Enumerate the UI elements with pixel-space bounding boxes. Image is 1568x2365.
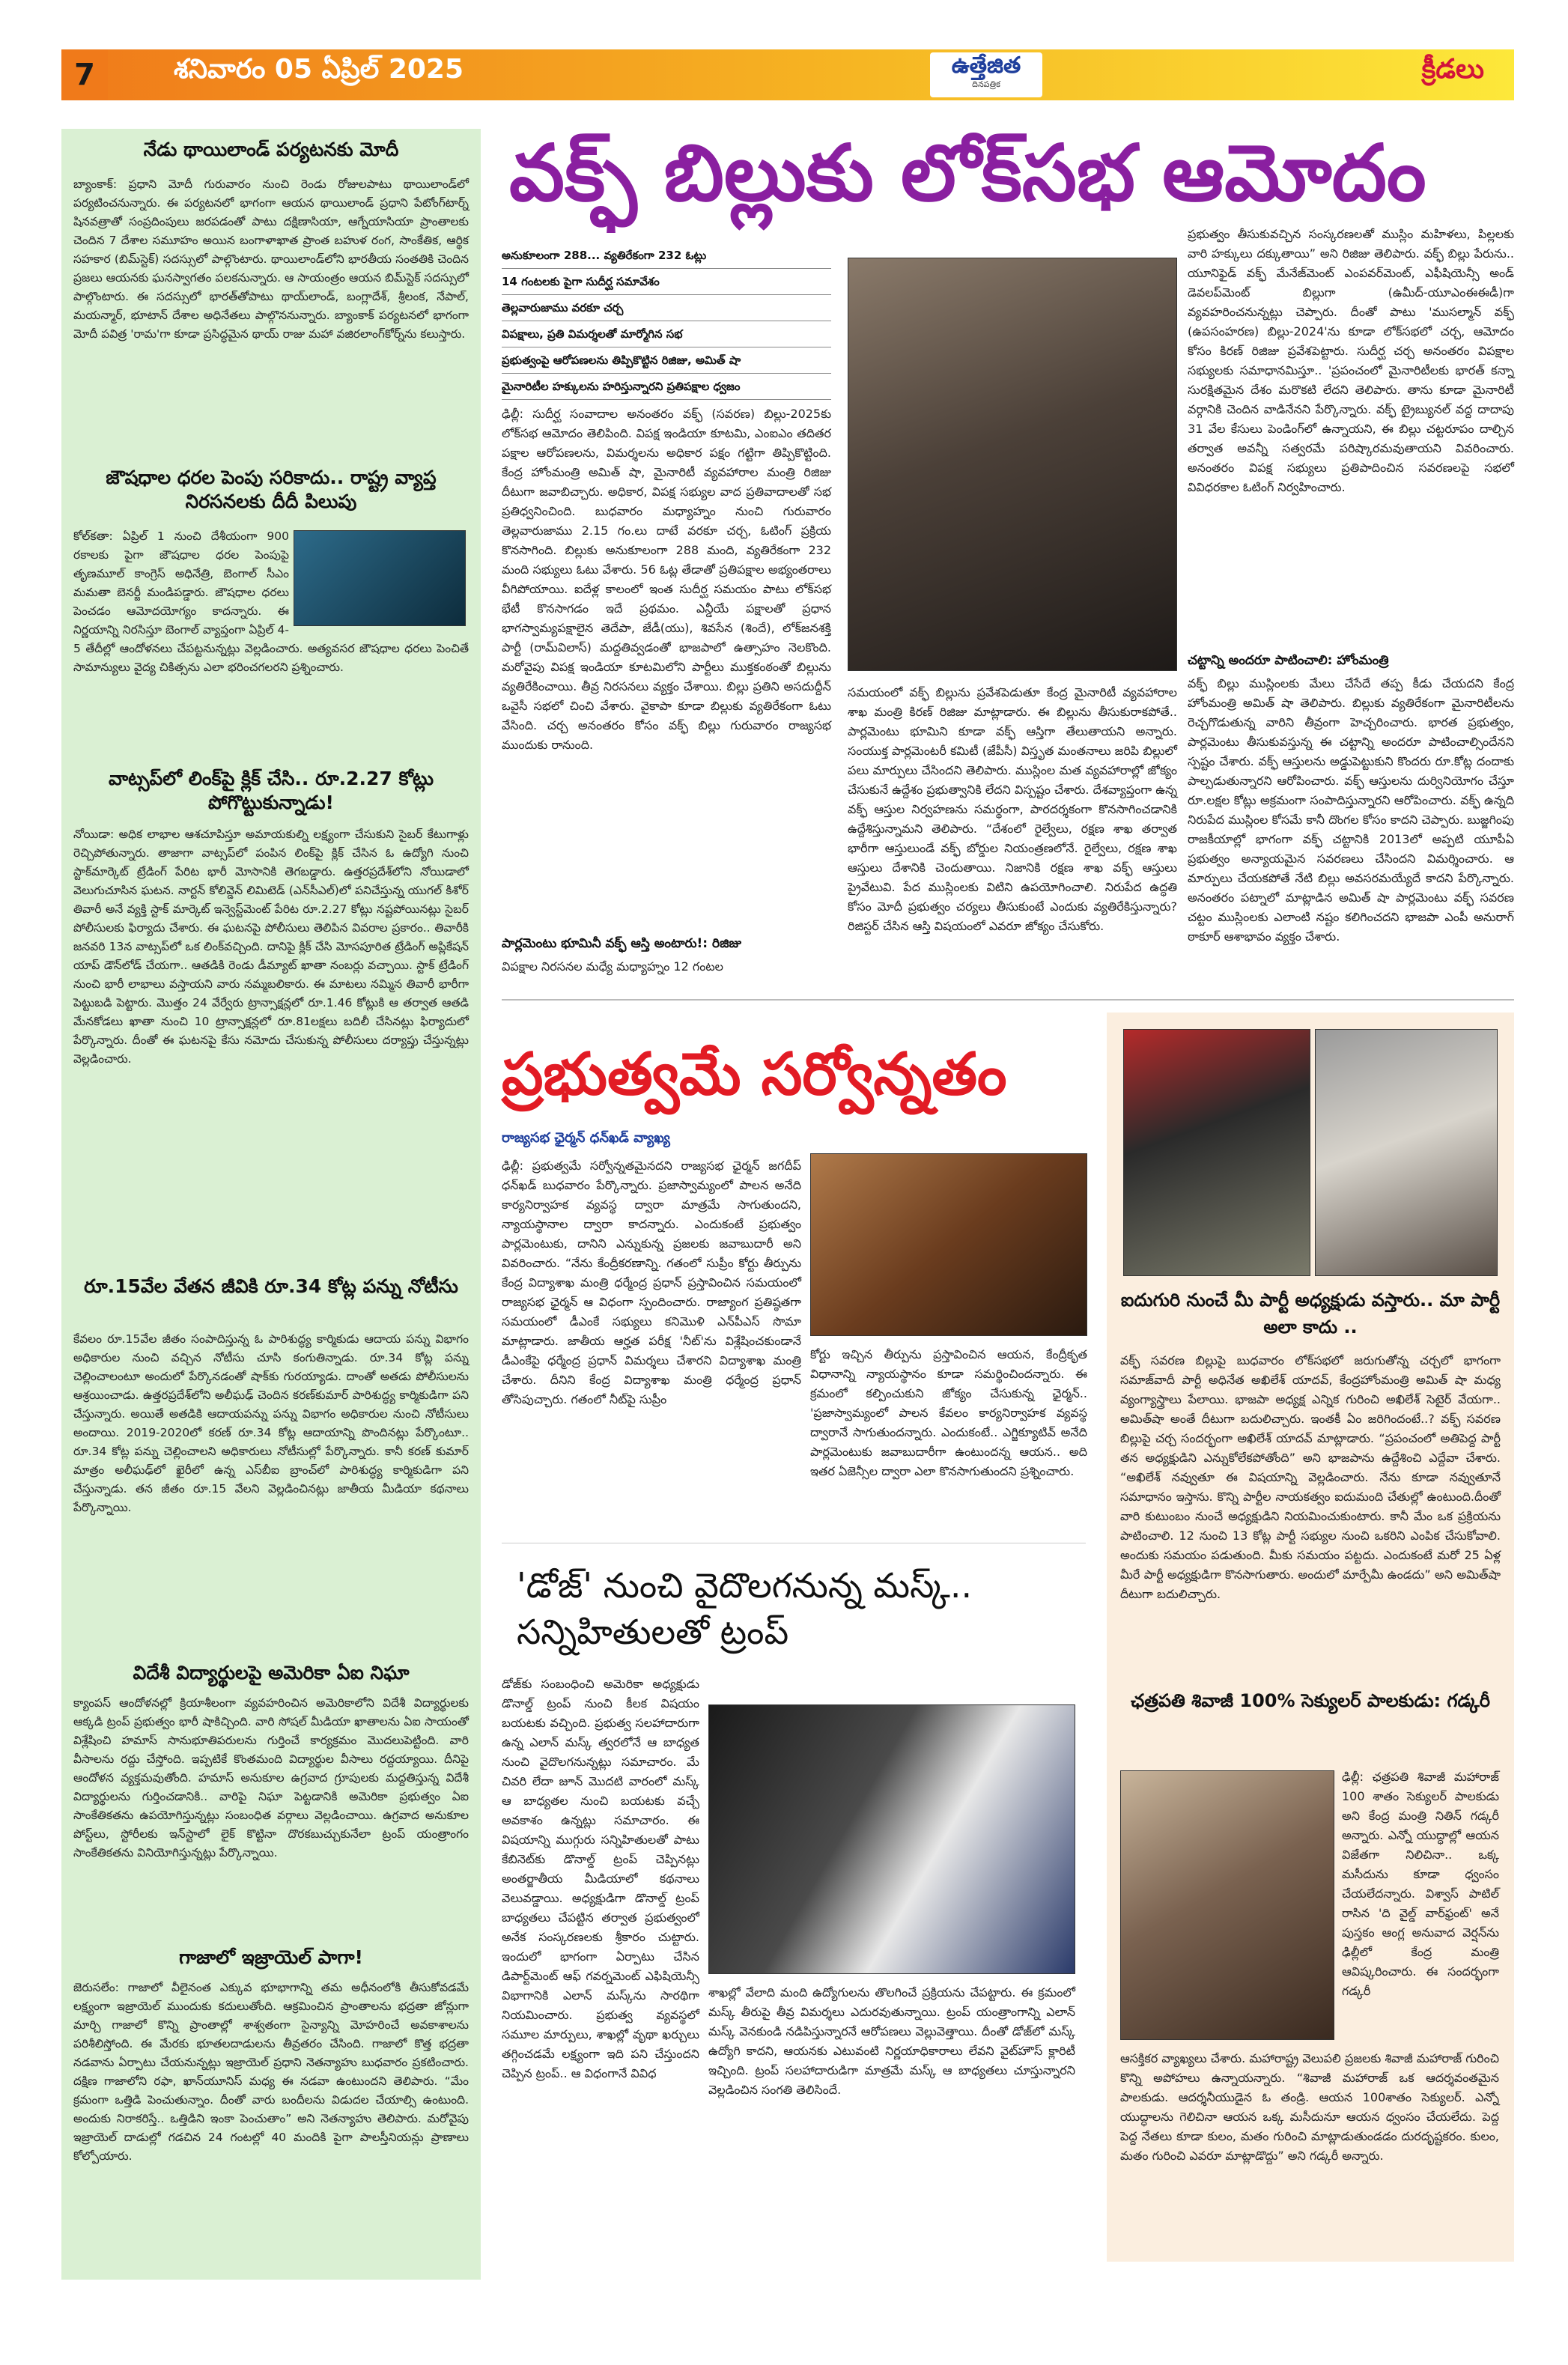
waqf-article-col3b: వక్ఫ్ బిల్లు ముస్లింలకు మేలు చేసేదే తప్ప కీడు చేయదని కేంద్ర హోంమంత్రి అమిత్ షా తెలిపారు. బిల్లుకు వ్యతిరేకంగా మైనారిటీలను రెచ్చగొడుతున్న వారిని తీవ్రంగా హెచ్చరించారు. భారత ప్రభుత్వం, పార్లమెంటు తీసుకువస్తున్న ఈ చట్టాన్ని అందరూ పాటించాల్సిందేనని స్పష్టం చేశారు. వక్ఫ్ ఆస్తులను అడ్డుపెట్టుకుని కొందరు రూ.కోట్ల దందాకు పాల్పడుతున్నారని ఆరోపించారు. వక్ఫ్ ఆస్తులను దుర్వినియోగం చేస్తూ రూ.లక్షల కోట్లు అక్రమంగా సంపాదిస్తున్నారని ఆరోపించారు. వక్ఫ్ ఉన్నది నిరుపేద ముస్లింల కోసమే కానీ దొంగల కోసం కాదని చెప్పారు. బుజ్జగింపు రాజకీయాల్లో భాగంగా వక్ఫ్ చట్టానికి 2013లో అప్పటి యూపీఏ ప్రభుత్వం అన్యాయమైన సవరణలు చేసిందని విమర్శించారు. ఆ మార్పులు చేయకపోతే నేటి బిల్లు అవసరమయ్యేదే కాదని పేర్కొన్నారు. అనంతరం పట్నాలో మాట్లాడిన అమిత్ షా పార్లమెంటు వక్ఫ్ సవరణ చట్టం ముస్లింలకు ఎలాంటి నష్టం కలిగించదని భాజపా ఎంపీ అనురాగ్ ఠాకూర్ ఆశాభావం వ్యక్తం చేశారు.	[1188, 676, 1514, 944]
headline-govt-supreme[interactable]: ప్రభుత్వమే సర్వోన్నతం	[502, 1041, 1007, 1108]
right-feature-box	[1107, 1013, 1514, 2262]
dhankhar-photo	[810, 1153, 1087, 1336]
headline-ai-surveillance[interactable]: విదేశీ విద్యార్థులపై అమెరికా ఏఐ నిఘా	[133, 1662, 410, 1684]
article-modi-thailand: బ్యాంకాక్: ప్రధాని మోదీ గురువారం నుంచి రెండు రోజులపాటు థాయిలాండ్‌లో పర్యటించనున్నారు. ఈ పర్యటనలో భాగంగా ఆయన థాయిలాండ్ ప్రధాని పేటోంగ్‌టార్న్ షినవత్రాతో సంప్రదింపులు జరపడంతో పాటు దక్షిణాసియా, ఆగ్నేయాసియా ప్రాంతాలకు చెందిన 7 దేశాల సమూహం అయిన బంగాళాఖాత ప్రాంత బహుళ రంగ, సాంకేతిక, ఆర్థిక సహకార (బిమ్‌స్టెక్) సదస్సులో పాల్గొంటారు. థాయిలాండ్‌లోని భారతీయ సంతతికి చెందిన ప్రజలు ఆయనకు ఘనస్వాగతం పలకనున్నారు. ఆ సాయంత్రం ఆయన బిమ్‌స్టెక్ సదస్సులో పాల్గొంటారు. ఈ సదస్సులో భారత్‌తోపాటు థాయ్‌లాండ్, బంగ్లాదేశ్, శ్రీలంక, నేపాల్, మయన్మార్, భూటాన్ దేశాల అధినేతలు పాల్గొననున్నారు. బ్యాంకాక్ పర్యటనలో భాగంగా మోదీ పవిత్ర 'రామ'గా కూడా ప్రసిద్ధమైన థాయ్ రాజు మహా వజిరలాంగ్‌కోర్న్‌ను కలుస్తారు.	[73, 177, 469, 341]
article-gaza: జెరుసలేం: గాజాలో వీలైనంత ఎక్కువ భూభాగాన్ని తమ అధీనంలోకి తీసుకోవడమే లక్ష్యంగా ఇజ్రాయెల్ ముందుకు కదులుతోంది. ఆక్రమించిన ప్రాంతాలను భద్రతా జోన్లుగా మార్చి గాజాలో కొన్ని ప్రాంతాల్లో శాశ్వతంగా సైన్యాన్ని మోహరించే అవకాశాలను పరిశీలిస్తోంది. ఈ మేరకు భూతలదాడులను తీవ్రతరం చేసింది. గాజాలో కొత్త భద్రతా నడవాను ఏర్పాటు చేయనున్నట్లు ఇజ్రాయెల్ ప్రధాని నెతన్యాహు బుధవారం ప్రకటించారు. దక్షిణ గాజాలోని రఫా, ఖాన్‌యూనిస్‌ మధ్య ఈ నడవా ఉంటుందని తెలిపారు. “మేం క్రమంగా ఒత్తిడి పెంచుతున్నాం. దీంతో వారు బందీలను విడుదల చేయాల్సి ఉంటుంది. అందుకు నిరాకరిస్తే.. ఒత్తిడిని ఇంకా పెంచుతాం” అని నెతన్యాహు తెలిపారు. మరోవైపు ఇజ్రాయెల్ దాడుల్లో గడచిన 24 గంటల్లో 40 మందికి పైగా పాలస్తీనియన్లు ప్రాణాలు కోల్పోయారు.	[73, 1981, 469, 2163]
waqf-article-col1: ఢిల్లీ: సుదీర్ఘ సంవాదాల అనంతరం వక్ఫ్ (సవరణ) బిల్లు-2025కు లోక్‌సభ ఆమోదం తెలిపింది. విపక్ష ఇండియా కూటమి, ఎంఐఎం తదితర పక్షాల ఆరోపణలను, విమర్శలను అధికార పక్షం గట్టిగా తిప్పికొట్టింది. కేంద్ర హోంమంత్రి అమిత్ షా, మైనారిటీ వ్యవహారాల మంత్రి రిజిజు దీటుగా జవాబిచ్చారు. అధికార, విపక్ష సభ్యుల వాద ప్రతివాదాలతో సభ ప్రతిధ్వనించింది. బుధవారం మధ్యాహ్నం నుంచి గురువారం తెల్లవారుజాము 2.15 గం.లు దాటే వరకూ చర్చ, ఓటింగ్ ప్రక్రియ కొనసాగింది. బిల్లుకు అనుకూలంగా 288 మంది, వ్యతిరేకంగా 232 మంది సభ్యులు ఓటు వేశారు. 56 ఓట్ల తేడాతో ప్రతిపక్షాల అభ్యంతరాలు వీగిపోయాయి. ఐదేళ్ల కాలంలో ఇంత సుదీర్ఘ సమయం పాటు లోక్‌సభ భేటీ కొనసాగడం ఇదే ప్రథమం. ఎన్డీయే పక్షాలతో ప్రధాన భాగస్వామ్యపక్షాలైన తెదేపా, జేడీ(యు), శివసేన (శిందే), లోక్‌జనశక్తి పార్టీ (రామ్‌విలాస్) మద్దతివ్వడంతో భాజపాలో ఉత్సాహం నెలకొంది. మరోవైపు విపక్ష ఇండియా కూటమిలోని పార్టీలు ముక్తకంఠంతో బిల్లును వ్యతిరేకించాయి. తీవ్ర నిరసనలు వ్యక్తం చేశాయి. బిల్లు ప్రతిని అసదుద్దీన్ ఒవైసీ సభలో చించి వేశారు. వైకాపా కూడా బిల్లుకు వ్యతిరేకంగా ఓటు వేసింది. చర్చ అనంతరం కోసం వక్ఫ్ బిల్లు గురువారం రాజ్యసభ ముందుకు రానుంది.	[502, 407, 831, 752]
headline-tax-notice[interactable]: రూ.15వేల వేతన జీవికి రూ.34 కోట్ల పన్ను నోటీసు	[84, 1275, 458, 1297]
page-header-band	[61, 49, 1514, 100]
rijiju-photo	[848, 258, 1177, 671]
waqf-subhead-rijiju: పార్లమెంటు భూమినీ వక్ఫ్ ఆస్తి అంటారు!: రిజిజు	[502, 936, 741, 951]
waqf-subhead-shah: చట్టాన్ని అందరూ పాటించాలి: హోంమంత్రి	[1188, 653, 1389, 668]
deck-line: అనుకూలంగా 288... వ్యతిరేకంగా 232 ఓట్లు	[502, 243, 831, 269]
amit-shah-photo	[1315, 1029, 1498, 1276]
deck-line: ప్రభుత్వంపై ఆరోపణలను తిప్పికొట్టిన రిజిజు, అమిత్ షా	[502, 347, 831, 374]
gadkari-article-col2: ఆసక్తికర వ్యాఖ్యలు చేశారు. మహారాష్ట్ర వెలుపలి ప్రజలకు శివాజీ మహారాజ్ గురించి కొన్ని అపోహలు ఉన్నాయన్నారు. “శివాజీ మహారాజ్ ఒక ఆదర్శవంతమైన పాలకుడు. ఆదర్శనీయుడైన ఓ తండ్రి. ఆయన 100శాతం సెక్యులర్. ఎన్నో యుద్ధాలను గెలిచినా ఆయన ఒక్క మసీదునూ ఆయన ధ్వంసం చేయలేదు. పెద్ద పెద్ద నేతలు కూడా కులం, మతం గురించి మాట్లాడుతుండడం దురదృష్టకరం. కులం, మతం గురించి ఎవరూ మాట్లాడొద్దు” అని గడ్కరీ అన్నారు.	[1120, 2051, 1499, 2163]
headline-akhilesh-shah[interactable]: ఐదుగురి నుంచే మీ పార్టీ అధ్యక్షుడు వస్తారు.. మా పార్టీ అలా కాదు ..	[1120, 1290, 1501, 1338]
article-whatsapp-fraud: నోయిడా: అధిక లాభాల ఆశచూపిస్తూ అమాయకుల్ని లక్ష్యంగా చేసుకుని సైబర్ కేటుగాళ్లు రెచ్చిపోతున్నారు. తాజాగా వాట్సప్‌లో పంపిన లింక్‌పై క్లిక్ చేసిన ఓ ఉద్యోగి నుంచి స్టాక్‌మార్కెట్ ట్రేడింగ్ పేరిట భారీ మోసానికి తెగబడ్డారు. ఉత్తరప్రదేశ్‌లోని నోయిడాలో వెలుగుచూసిన ఘటన. నార్టన్ కోలివ్డెన్ లిమిటెడ్ (ఎన్‌సీఎల్)లో పనిచేస్తున్న యుగల్ కిశోర్ తివారీ అనే వ్యక్తి స్టాక్ మార్కెట్ ఇన్వెస్ట్‌మెంట్ పేరిట రూ.2.27 కోట్లు నష్టపోయినట్లు సైబర్ పోలీసులకు ఫిర్యాదు చేశారు. ఈ ఘటనపై పోలీసులు తెలిపిన వివరాల ప్రకారం.. తివారీకి జనవరి 13న వాట్సప్‌లో ఒక లింక్‌వచ్చింది. దానిపై క్లిక్ చేసి మోసపూరిత ట్రేడింగ్ అప్లికేషన్ యాప్ డౌన్‌లోడ్ చేయగా.. ఆతడికి రెండు డీమ్యాట్ ఖాతా నంబర్లు వచ్చాయి. స్టాక్ ట్రేడింగ్ నుంచి భారీ లాభాలు వస్తాయని వారు నమ్మబలికారు. ఈ మాటలు నమ్మిన తివారీ భారీగా పెట్టుబడి పెట్టారు. మొత్తం 24 వేర్వేరు ట్రాన్సాక్షన్లలో రూ.1.46 కోట్లుకి ఆ తర్వాత ఆతడి మేనకోడలు ఖాతా నుంచి 10 ట్రాన్సాక్షన్లలో రూ.81లక్షలు బదిలీ చేసినట్లు ఫిర్యాదులో పేర్కొన్నారు. దీంతో ఈ ఘటనపై కేసు నమోదు చేసుకున్న పోలీసులు దర్యాప్తు చేస్తున్నట్లు వెల్లడించారు.	[73, 828, 469, 1066]
newspaper-logo[interactable]	[930, 52, 1042, 97]
waqf-article-col3: ప్రభుత్వం తీసుకువచ్చిన సంస్కరణలతో ముస్లిం మహిళలు, పిల్లలకు వారి హక్కులు దక్కుతాయి” అని రిజిజు తెలిపారు. వక్ఫ్ బిల్లు పేరును.. యూనిఫైడ్ వక్ఫ్ మేనేజ్‌మెంట్ ఎంపవర్‌మెంట్, ఎఫీషియెన్సీ అండ్ డెవలప్‌మెంట్ బిల్లుగా (ఉమీద్-యూఎంఈఈడీ)గా వ్యవహరించనున్నట్లు చెప్పారు. దీంతో పాటు 'ముసల్మాన్ వక్ఫ్ (ఉపసంహరణ) బిల్లు-2024'ను కూడా లోక్‌సభలో చర్చ, ఆమోదం కోసం కిరణ్ రిజిజు ప్రవేశపెట్టారు. సుదీర్ఘ చర్చ అనంతరం విపక్షాల సభ్యులకు సమాధానమిస్తూ.. 'ప్రపంచంలో మైనారిటీలకు భారత్ కన్నా సురక్షితమైన దేశం మరొకటి లేదని తెలిపారు. తాను కూడా మైనారిటీ వర్గానికి చెందిన వాడినేనని పేర్కొన్నారు. వక్ఫ్ ట్రైబ్యునల్ వద్ద దాదాపు 31 వేల కేసులు పెండింగ్‌లో ఉన్నాయని, ఈ బిల్లు చట్టరూపం దాల్చిన తర్వాత అవన్నీ సత్వరమే పరిష్కారమవుతాయని వివరించారు. అనంతరం విపక్ష సభ్యులు ప్రతిపాదించిన సవరణలపై సభలో వివిధరకాల ఓటింగ్ నిర్వహించారు.	[1188, 227, 1514, 494]
deck-line: 14 గంటలకు పైగా సుదీర్ఘ సమావేశం	[502, 269, 831, 295]
waqf-deck	[502, 243, 831, 400]
waqf-article-col1b: విపక్షాల నిరసనల మధ్యే మధ్యాహ్నం 12 గంటల	[502, 959, 724, 974]
headline-medicine-prices[interactable]: జౌషధాల ధరల పెంపు సరికాదు.. రాష్ట్ర వ్యాప్త నిరసనలకు దీదీ పిలుపు	[106, 467, 437, 512]
headline-waqf-bill[interactable]: వక్ఫ్ బిల్లుకు లోక్‌సభ ఆమోదం	[509, 127, 1426, 219]
issue-date: శనివారం 05 ఏప్రిల్ 2025	[174, 54, 464, 85]
page-number: 7	[61, 49, 108, 100]
article-medicine-prices: కోల్‌కతా: ఏప్రిల్ 1 నుంచి దేశీయంగా 900 రకాలకు పైగా జౌషధాల ధరల పెంపుపై తృణమూల్ కాంగ్రెస్ అధినేత్రి, బెంగాల్ సీఎం మమతా బెనర్జీ మండిపడ్డారు. జౌషధాల ధరలు పెంచడం ఆమోదయోగ్యం కాదన్నారు. ఈ నిర్ణయాన్ని నిరసిస్తూ బెంగాల్ వ్యాప్తంగా ఏప్రిల్ 4-5 తేదీల్లో ఆందోళనలు చేపట్టనున్నట్లు వెల్లడించారు. అత్యవసర జౌషధాల ధరలు పెంచితే సామాన్యులు వైద్య చికిత్సను ఎలా భరించగలరని ప్రశ్నించారు.	[73, 529, 469, 674]
waqf-article-col2: సమయంలో వక్ఫ్ బిల్లును ప్రవేశపెడుతూ కేంద్ర మైనారిటీ వ్యవహారాల శాఖ మంత్రి కిరణ్ రిజిజు మాట్లాడారు. ఈ బిల్లును తీసుకురాకపోతే.. పార్లమెంటు భూమిని కూడా వక్ఫ్ ఆస్తిగా తేలుతాయని అన్నారు. సంయుక్త పార్లమెంటరీ కమిటీ (జేపీసీ) విస్తృత మంతనాలు జరిపి బిల్లులో పలు మార్పులు చేసిందని తెలిపారు. ముస్లింల మత వ్యవహారాల్లో జోక్యం చేసుకునే ఉద్దేశం ప్రభుత్వానికి లేదని విస్పష్టం చేశారు. దేశవ్యాప్తంగా ఉన్న వక్ఫ్ ఆస్తుల నిర్వహణను సమర్థంగా, పారదర్శకంగా కొనసాగించడానికి ఉద్దేశిస్తున్నామని తెలిపారు. “దేశంలో రైల్వేలు, రక్షణ శాఖ తర్వాత భారీగా ఆస్తులుండే వక్ఫ్ బోర్డుల నియంత్రణలోనే. రైల్వేలు, రక్షణ శాఖ ఆస్తులు దేశానికి చెందుతాయి. నిజానికి రక్షణ శాఖ వక్ఫ్ ఆస్తులు ప్రైవేటువి. పేద ముస్లింలకు విటిని ఉపయోగించాలి. నిరుపేద ఉద్ధతి కోసం మోదీ ప్రభుత్వం చర్యలు తీసుకుంటే ఎందుకు వ్యతిరేకిస్తున్నారు? రిజిస్టర్ చేసిన ఆస్తి విషయంలో ఎవరూ జోక్యం చేసుకోరు.	[848, 685, 1177, 933]
gadkari-article-col1: ఢిల్లీ: ఛత్రపతి శివాజీ మహారాజ్ 100 శాతం సెక్యులర్ పాలకుడు అని కేంద్ర మంత్రి నితిన్ గడ్కరీ అన్నారు. ఎన్నో యుద్ధాల్లో ఆయన విజేతగా నిలిచినా.. ఒక్క మసీదును కూడా ధ్వంసం చేయలేదన్నారు. విశ్వాస్ పాటిల్ రాసిన 'ది వైల్డ్ వార్‌ఫ్రంట్' అనే పుస్తకం ఆంగ్ల అనువాద వెర్షన్‌ను ఢిల్లీలో కేంద్ర మంత్రి ఆవిష్కరించారు. ఈ సందర్భంగా గడ్కరీ	[1342, 1770, 1499, 1998]
headline-modi-thailand[interactable]: నేడు థాయిలాండ్ పర్యటనకు మోదీ	[143, 139, 399, 160]
rs-subheading: రాజ్యసభ ఛైర్మన్ ధన్‌ఖడ్ వ్యాఖ్య	[502, 1130, 670, 1146]
article-tax-notice: కేవలం రూ.15వేల జీతం సంపాదిస్తున్న ఓ పారిశుద్ధ్య కార్మికుడు ఆదాయ పన్ను విభాగం అధికారుల నుంచి వచ్చిన నోటీసు చూసి కంగుతిన్నాడు. రూ.34 కోట్ల పన్ను చెల్లించాలంటూ అందులో పేర్కొనడంతో షాక్‌కు గురయ్యాడు. దాంతో అతడు పోలీసులను ఆశ్రయించాడు. ఉత్తరప్రదేశ్‌లోని అలీఘఢ్ చెందిన కరణ్‌కుమార్ పారిశుద్ధ్య కార్మికుడిగా పని చేస్తున్నారు. అయితే అతడికి ఆదాయపన్ను పన్ను విభాగం అధికారుల నుంచి నోటీసులు అందాయి. 2019-2020లో కరణ్ రూ.34 కోట్ల ఆదాయాన్ని పొందినట్లు పేర్కొంటూ.. రూ.34 కోట్ల పన్ను చెల్లించాలని అధికారులు నోటీసుల్లో పేర్కొన్నారు. కానీ కరణ్ కుమార్ మాత్రం అలీఘఢ్‌లో ఖైరీలో ఉన్న ఎస్‌బీఐ బ్రాంచ్‌లో పారిశుద్ధ్య కార్మికుడిగా పని చేస్తున్నాడు. తన జీతం రూ.15 వేలని వెల్లడించినట్లు జాతీయ మీడియా కథనాలు పేర్కొన్నాయి.	[73, 1332, 469, 1514]
gadkari-photo	[1120, 1770, 1334, 2040]
deck-line: తెల్లవారుజాము వరకూ చర్చ	[502, 295, 831, 321]
logo-name: ఉత్తేజిత	[951, 52, 1021, 79]
section-label[interactable]: క్రీడలు	[1421, 54, 1484, 85]
section-divider	[502, 999, 1514, 1001]
headline-doge-musk[interactable]: 'డోజ్' నుంచి వైదొలగనున్న మస్క్.. సన్నిహితులతో ట్రంప్	[517, 1565, 973, 1652]
left-news-column	[61, 129, 481, 2280]
akhilesh-photo	[1123, 1029, 1310, 1276]
rs-article-col2: కోర్టు ఇచ్చిన తీర్పును ప్రస్తావించిన ఆయన, కేంద్రీకృత విధానాన్ని న్యాయస్థానం కూడా సమర్థించిందన్నారు. ఈ క్రమంలో కల్పించుకుని జోక్యం చేసుకున్న ఛైర్మన్.. 'ప్రజాస్వామ్యంలో పాలన కేవలం కార్యనిర్వాహక వ్యవస్థ ద్వారానే సాగుతుందన్నారు. ఎందుకంటే.. ఎగ్జిక్యూటివ్ అనేది పార్లమెంటుకు జవాబుదారీగా ఉంటుందన్న ఆయన.. అది ఇతర ఏజెన్సీల ద్వారా ఎలా కొనసాగుతుందని ప్రశ్నించారు.	[810, 1347, 1087, 1478]
headline-whatsapp-fraud[interactable]: వాట్సప్‌లో లింక్‌పై క్లిక్ చేసి.. రూ.2.27 కోట్లు పోగొట్టుకున్నాడు!	[108, 768, 434, 813]
doge-article-intro: డోజ్‌కు సంబంధించి అమెరికా అధ్యక్షుడు డొనాల్డ్ ట్రంప్ నుంచి కీలక విషయం బయటకు వచ్చింది. ప్రభుత్వ సలహాదారుగా ఉన్న ఎలాన్ మస్క్ త్వరలోనే ఆ బాధ్యత నుంచి వైదొలగనున్నట్లు సమాచారం. మే చివరి లేదా జూన్ మొదటి వారంలో మస్క్ ఆ బాధ్యతల నుంచి బయటకు వచ్చే అవకాశం ఉన్నట్లు సమాచారం. ఈ విషయాన్ని ముగ్గురు సన్నిహితులతో పాటు కేబినెట్‌కు డొనాల్డ్ ట్రంప్ చెప్పినట్లు అంతర్జాతీయ మీడియాలో కథనాలు వెలువడ్డాయి. అధ్యక్షుడిగా డొనాల్డ్ ట్రంప్ బాధ్యతలు చేపట్టిన తర్వాత ప్రభుత్వంలో అనేక సంస్కరణలకు శ్రీకారం చుట్టారు. ఇందులో భాగంగా ఏర్పాటు చేసిన డిపార్ట్‌మెంట్ ఆఫ్ గవర్నమెంట్ ఎఫిషియెన్సీ విభాగానికి ఎలాన్ మస్క్‌ను సారథిగా నియమించారు. ప్రభుత్వ వ్యవస్థలో సమూల మార్పులు, శాఖల్లో వృథా ఖర్చులు తగ్గించడమే లక్ష్యంగా ఇది పని చేస్తుందని చెప్పిన ట్రంప్.. ఆ విధంగానే వివిధ	[502, 1677, 699, 2080]
akhilesh-article: వక్ఫ్ సవరణ బిల్లుపై బుధవారం లోక్‌సభలో జరుగుతోన్న చర్చలో భాగంగా సమాజ్‌వాదీ పార్టీ అధినేత అఖిలేశ్ యాదవ్, కేంద్రహోంమంత్రి అమిత్ షా మధ్య వ్యంగ్యాస్త్రాలు పేలాయి. భాజపా అధ్యక్ష ఎన్నిక గురించి అఖిలేశ్ సెటైర్ వేయగా.. అమిత్‌షా అంతే దీటుగా బదులిచ్చారు. ఇంతకీ ఏం జరిగిందంటే..? వక్ఫ్ సవరణ బిల్లుపై చర్చ సందర్భంగా అఖిలేశ్ యాదవ్ మాట్లాడారు. “ప్రపంచంలో అతిపెద్ద పార్టీ తన అధ్యక్షుడిని ఎన్నుకోలేకపోతోంది” అని భాజపాను ఉద్దేశించి ఎద్దేవా చేశారు. “అఖిలేశ్ నవ్వుతూ ఈ విషయాన్ని వెల్లడించారు. నేను కూడా నవ్వుతూనే సమాధానం ఇస్తాను. కొన్ని పార్టీల నాయకత్వం ఐదుమంది చేతుల్లో ఉంటుంది.దీంతో వారి కుటుంబం నుంచే అధ్యక్షుడిని నియమించుకుంటారు. కానీ మేం ఒక ప్రక్రియను పాటించాలి. 12 నుంచి 13 కోట్ల పార్టీ సభ్యుల నుంచి ఒకరిని ఎంపిక చేసుకోవాలి. అందుకు సమయం పడుతుంది. మీకు సమయం పట్టదు. ఎందుకంటే మరో 25 ఏళ్ల మీరే పార్టీ అధ్యక్షుడిగా కొనసాగుతారు. అందులో మార్పేమీ ఉండదు” అని అమిత్‌షా దీటుగా బదులిచ్చారు.	[1120, 1353, 1501, 1601]
article-ai-surveillance: క్యాంపస్ ఆందోళనల్లో క్రియాశీలంగా వ్యవహరించిన అమెరికాలోని విదేశీ విద్యార్థులకు ఆక్కడి ట్రంప్ ప్రభుత్వం భారీ షాకిచ్చింది. వారి సోషల్ మీడియా ఖాతాలను ఏఐ సాయంతో విశ్లేషించి హమాస్ సానుభూతిపరులను గుర్తించే కార్యక్రమం మొదలుపెట్టింది. వారి వీసాలను రద్దు చేస్తోంది. ఇప్పటికే కొంతమంది విద్యార్థుల వీసాలు రద్దయ్యాయి. దీనిపై ఆందోళన వ్యక్తమవుతోంది. హమాస్ అనుకూల ఉగ్రవాద గ్రూపులకు మద్దతిస్తున్న విదేశీ విద్యార్థులను గుర్తించడానికి.. వారిపై నిఘా పెట్టడానికి అమెరికా ప్రభుత్వం ఏఐ సాంకేతికతను ఉపయోగిస్తున్నట్లు సంబంధిత వర్గాలు వెల్లడించాయి. ఉగ్రవాద అనుకూల పోస్ట్‌లు, స్టోరీలకు ఇన్‌స్టాలో లైక్ కొట్టినా దొరకబుచ్చుకునేలా ట్రంప్ యంత్రాంగం సాంకేతికతను వినియోగిస్తున్నట్లు పేర్కొన్నాయి.	[73, 1696, 469, 1859]
logo-subtitle: దినపత్రిక	[972, 79, 1000, 89]
deck-line: మైనారిటీల హక్కులను హరిస్తున్నారని ప్రతిపక్షాల ధ్వజం	[502, 374, 831, 400]
doge-article-col2: శాఖల్లో వేలాది మంది ఉద్యోగులను తొలగించే ప్రక్రియను చేపట్టారు. ఈ క్రమంలో మస్క్ తీరుపై తీవ్ర విమర్శలు ఎదురవుతున్నాయి. ట్రంప్ యంత్రాంగాన్ని ఎలాన్ మస్క్ వెనకుండి నడిపిస్తున్నారనే ఆరోపణలు వెల్లువెత్తాయి. దీంతో డోజ్‌లో మస్క్ ఉద్యోగి కాదని, ఆయనకు ఎటువంటి నిర్ణయాధికారాలు లేవని వైట్‌హౌస్ క్లారిటీ ఇచ్చింది. ట్రంప్ సలహాదారుడిగా మాత్రమే మస్క్ ఆ బాధ్యతలు చూస్తున్నారని వెల్లడించిన సంగతి తెలిసిందే.	[708, 1985, 1075, 2097]
musk-trump-photo	[708, 1704, 1075, 1974]
rs-article-col1: ఢిల్లీ: ప్రభుత్వమే సర్వోన్నతమైనదని రాజ్యసభ ఛైర్మన్ జగదీప్ ధన్‌ఖడ్ బుధవారం పేర్కొన్నారు. ప్రజాస్వామ్యంలో పాలన అనేది కార్యనిర్వాహక వ్యవస్థ ద్వారా మాత్రమే సాగుతుందని, న్యాయస్థానాల ద్వారా కాదన్నారు. ఎందుకంటే ప్రభుత్వం పార్లమెంటుకు, దానిని ఎన్నుకున్న ప్రజలకు జవాబుదారీ అని వివరించారు. “నేను కేంద్రీకరణాన్ని. గతంలో సుప్రీం కోర్టు తీర్పును కేంద్ర విద్యాశాఖ మంత్రి ధర్మేంద్ర ప్రధాన్ ప్రస్తావించిన సమయంలో రాజ్యసభ ఛైర్మన్ ఆ విధంగా స్పందించారు. రాజ్యాంగ ప్రతిష్ఠతగా సమయంలో డీఎంకే సభ్యులు కనిమొళి ఎన్‌పీఎస్ సొమా మాట్లాడారు. జాతీయ ఆర్హత పరీక్ష 'నీట్'ను విశ్లేషించకుండానే డీఎంకేపై ధర్మేంద్ర ప్రధాన్ విమర్శలు చేశారని విద్యాశాఖ మంత్రి చేశారు. దీనిని కేంద్ర విద్యాశాఖ మంత్రి ధర్మేంద్ర ప్రధాన్ తోసిపుచ్చారు. గతంలో నీట్‌పై సుప్రీం	[502, 1159, 801, 1406]
headline-gaza[interactable]: గాజాలో ఇజ్రాయెల్ పాగా!	[179, 1946, 363, 1968]
deck-line: విపక్షాలు, ప్రతి విమర్శలతో మార్మోగిన సభ	[502, 321, 831, 347]
headline-gadkari[interactable]: ఛత్రపతి శివాజీ 100% సెక్యులర్ పాలకుడు: గడ్కరీ	[1131, 1690, 1490, 1711]
